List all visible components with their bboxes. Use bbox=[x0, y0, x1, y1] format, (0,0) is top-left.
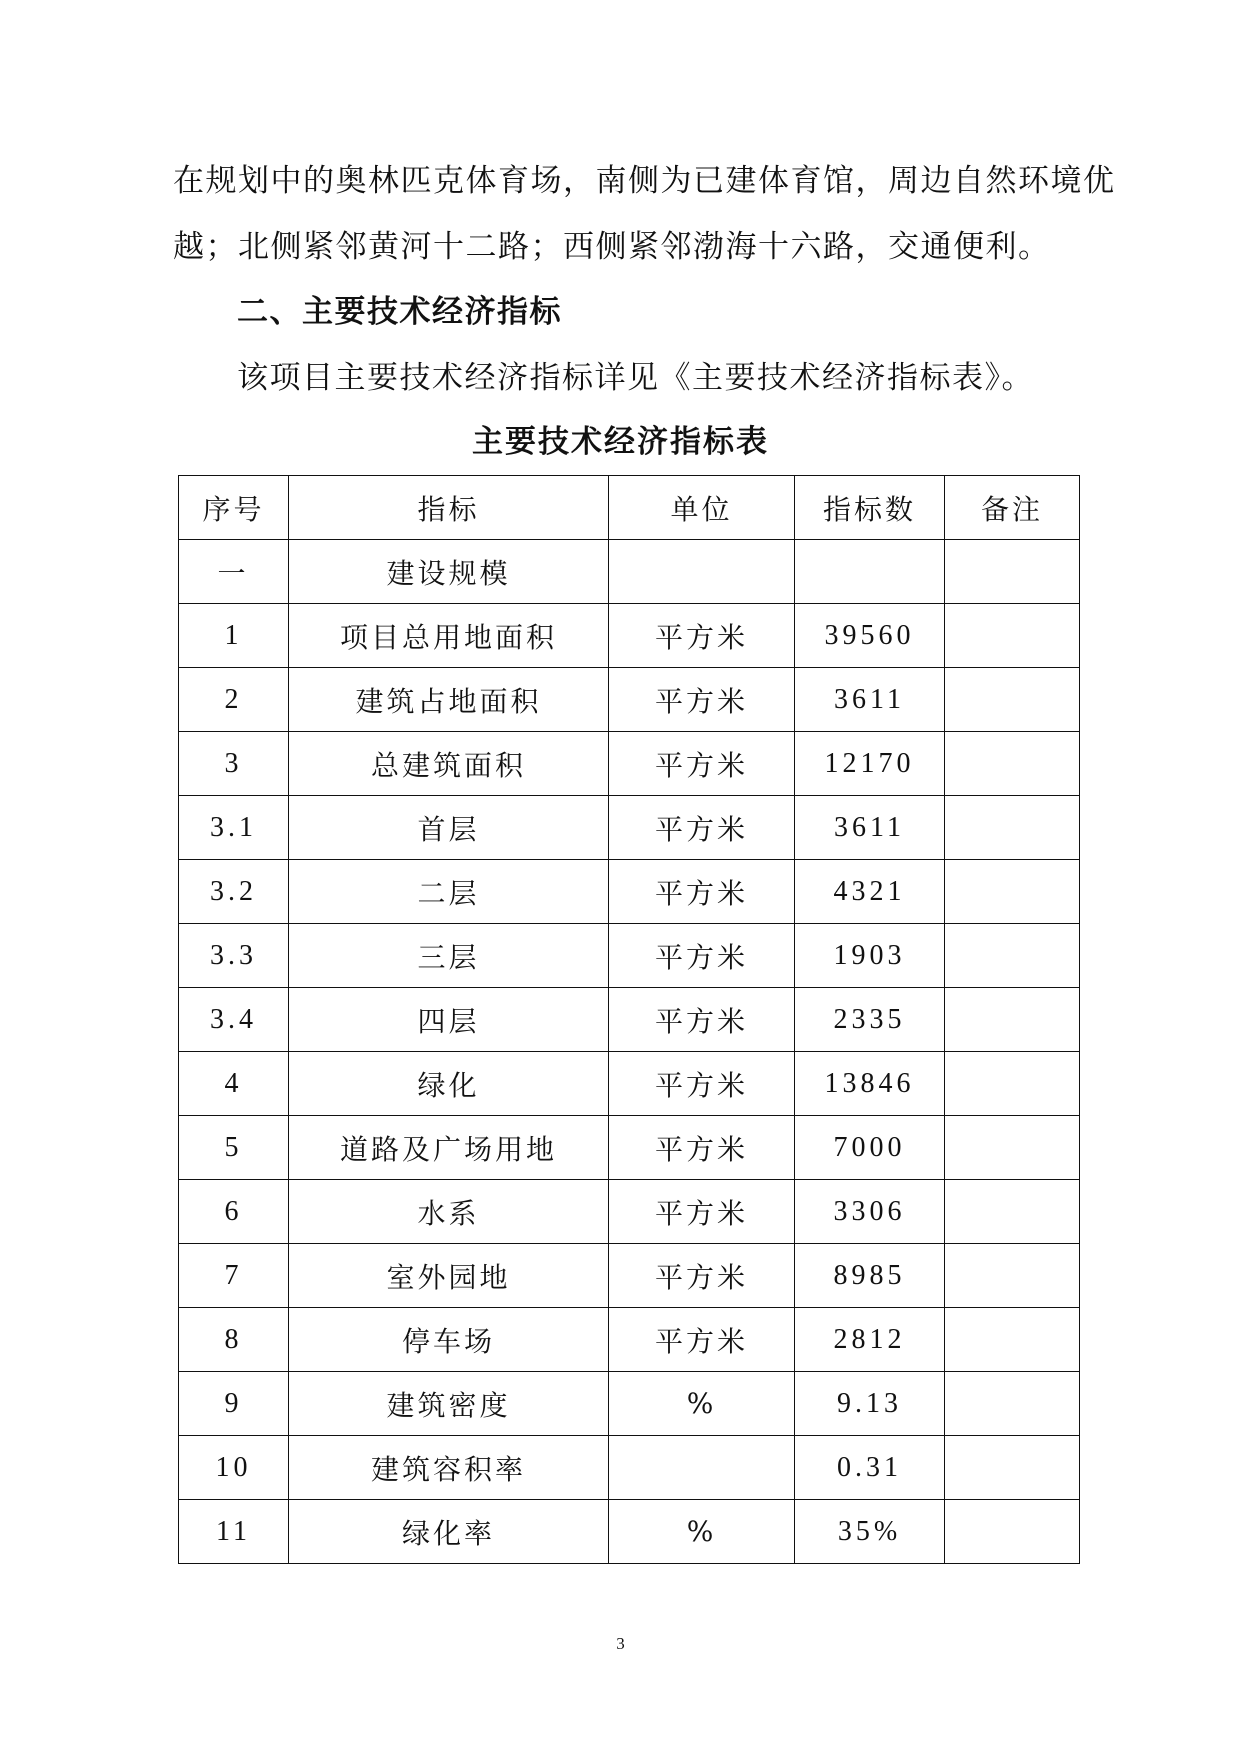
header-seq: 序号 bbox=[179, 476, 289, 540]
cell-seq: 3 bbox=[179, 732, 289, 796]
table-row bbox=[179, 1116, 1080, 1180]
cell-unit: % bbox=[609, 1372, 795, 1436]
cell-remarks bbox=[945, 1116, 1080, 1180]
cell-seq: 2 bbox=[179, 668, 289, 732]
cell-value: 3611 bbox=[795, 796, 945, 860]
cell-remarks bbox=[945, 1436, 1080, 1500]
cell-remarks bbox=[945, 604, 1080, 668]
table-row bbox=[179, 540, 1080, 604]
cell-seq: 3.3 bbox=[179, 924, 289, 988]
cell-remarks bbox=[945, 924, 1080, 988]
cell-unit: 平方米 bbox=[609, 1052, 795, 1116]
cell-seq: 10 bbox=[179, 1436, 289, 1500]
cell-indicator: 首层 bbox=[289, 796, 609, 860]
cell-indicator: 建筑占地面积 bbox=[289, 668, 609, 732]
cell-value: 13846 bbox=[795, 1052, 945, 1116]
header-remarks: 备注 bbox=[945, 476, 1080, 540]
indicators-table bbox=[178, 475, 1080, 1564]
cell-value: 1903 bbox=[795, 924, 945, 988]
table-row bbox=[179, 1244, 1080, 1308]
cell-unit bbox=[609, 540, 795, 604]
cell-indicator: 建设规模 bbox=[289, 540, 609, 604]
cell-indicator: 建筑容积率 bbox=[289, 1436, 609, 1500]
cell-value: 3611 bbox=[795, 668, 945, 732]
body-paragraph-line-2: 越；北侧紧邻黄河十二路；西侧紧邻渤海十六路，交通便利。 bbox=[173, 229, 1051, 265]
table-caption: 主要技术经济指标表 bbox=[472, 424, 769, 460]
cell-indicator: 停车场 bbox=[289, 1308, 609, 1372]
header-value: 指标数 bbox=[795, 476, 945, 540]
cell-remarks bbox=[945, 1372, 1080, 1436]
cell-seq: 11 bbox=[179, 1500, 289, 1564]
cell-seq: 8 bbox=[179, 1308, 289, 1372]
cell-remarks bbox=[945, 732, 1080, 796]
cell-remarks bbox=[945, 668, 1080, 732]
cell-indicator: 绿化 bbox=[289, 1052, 609, 1116]
cell-unit: 平方米 bbox=[609, 732, 795, 796]
cell-value: 4321 bbox=[795, 860, 945, 924]
cell-seq: 3.2 bbox=[179, 860, 289, 924]
cell-indicator: 道路及广场用地 bbox=[289, 1116, 609, 1180]
cell-unit: % bbox=[609, 1500, 795, 1564]
cell-indicator: 二层 bbox=[289, 860, 609, 924]
cell-remarks bbox=[945, 1052, 1080, 1116]
cell-unit: 平方米 bbox=[609, 796, 795, 860]
cell-value: 39560 bbox=[795, 604, 945, 668]
cell-unit: 平方米 bbox=[609, 1244, 795, 1308]
cell-seq: 5 bbox=[179, 1116, 289, 1180]
header-unit: 单位 bbox=[609, 476, 795, 540]
cell-remarks bbox=[945, 1308, 1080, 1372]
cell-remarks bbox=[945, 988, 1080, 1052]
cell-unit: 平方米 bbox=[609, 924, 795, 988]
cell-remarks bbox=[945, 796, 1080, 860]
cell-remarks bbox=[945, 1244, 1080, 1308]
cell-unit: 平方米 bbox=[609, 1308, 795, 1372]
cell-value: 35% bbox=[795, 1500, 945, 1564]
section-heading: 二、主要技术经济指标 bbox=[237, 294, 562, 330]
cell-value: 9.13 bbox=[795, 1372, 945, 1436]
cell-indicator: 建筑密度 bbox=[289, 1372, 609, 1436]
page-number: 3 bbox=[616, 1634, 625, 1653]
cell-unit bbox=[609, 1436, 795, 1500]
cell-value: 8985 bbox=[795, 1244, 945, 1308]
table-row bbox=[179, 1500, 1080, 1564]
table-row bbox=[179, 668, 1080, 732]
cell-seq: 7 bbox=[179, 1244, 289, 1308]
cell-remarks bbox=[945, 1500, 1080, 1564]
cell-unit: 平方米 bbox=[609, 988, 795, 1052]
cell-value: 2812 bbox=[795, 1308, 945, 1372]
cell-indicator: 水系 bbox=[289, 1180, 609, 1244]
cell-unit: 平方米 bbox=[609, 1116, 795, 1180]
cell-unit: 平方米 bbox=[609, 1180, 795, 1244]
table-row bbox=[179, 732, 1080, 796]
table-row bbox=[179, 1308, 1080, 1372]
table-row bbox=[179, 796, 1080, 860]
cell-value: 7000 bbox=[795, 1116, 945, 1180]
cell-seq: 3.4 bbox=[179, 988, 289, 1052]
cell-unit: 平方米 bbox=[609, 604, 795, 668]
cell-indicator: 室外园地 bbox=[289, 1244, 609, 1308]
cell-unit: 平方米 bbox=[609, 860, 795, 924]
cell-indicator: 三层 bbox=[289, 924, 609, 988]
cell-seq: 4 bbox=[179, 1052, 289, 1116]
cell-value bbox=[795, 540, 945, 604]
table-row bbox=[179, 1436, 1080, 1500]
cell-seq: 一 bbox=[179, 540, 289, 604]
table-row bbox=[179, 1180, 1080, 1244]
cell-value: 2335 bbox=[795, 988, 945, 1052]
cell-indicator: 四层 bbox=[289, 988, 609, 1052]
cell-value: 12170 bbox=[795, 732, 945, 796]
table-row bbox=[179, 924, 1080, 988]
table-row bbox=[179, 604, 1080, 668]
cell-value: 0.31 bbox=[795, 1436, 945, 1500]
cell-remarks bbox=[945, 1180, 1080, 1244]
cell-remarks bbox=[945, 540, 1080, 604]
cell-indicator: 绿化率 bbox=[289, 1500, 609, 1564]
cell-seq: 1 bbox=[179, 604, 289, 668]
cell-seq: 9 bbox=[179, 1372, 289, 1436]
cell-seq: 6 bbox=[179, 1180, 289, 1244]
cell-seq: 3.1 bbox=[179, 796, 289, 860]
cell-unit: 平方米 bbox=[609, 668, 795, 732]
cell-indicator: 总建筑面积 bbox=[289, 732, 609, 796]
header-indicator: 指标 bbox=[289, 476, 609, 540]
table-row bbox=[179, 860, 1080, 924]
table-row bbox=[179, 988, 1080, 1052]
cell-value: 3306 bbox=[795, 1180, 945, 1244]
table-row bbox=[179, 1052, 1080, 1116]
table-row bbox=[179, 1372, 1080, 1436]
table-header-row bbox=[179, 476, 1080, 540]
cell-remarks bbox=[945, 860, 1080, 924]
body-paragraph-intro: 该项目主要技术经济指标详见《主要技术经济指标表》。 bbox=[237, 360, 1034, 396]
body-paragraph-line-1: 在规划中的奥林匹克体育场，南侧为已建体育馆，周边自然环境优 bbox=[173, 163, 1116, 199]
cell-indicator: 项目总用地面积 bbox=[289, 604, 609, 668]
